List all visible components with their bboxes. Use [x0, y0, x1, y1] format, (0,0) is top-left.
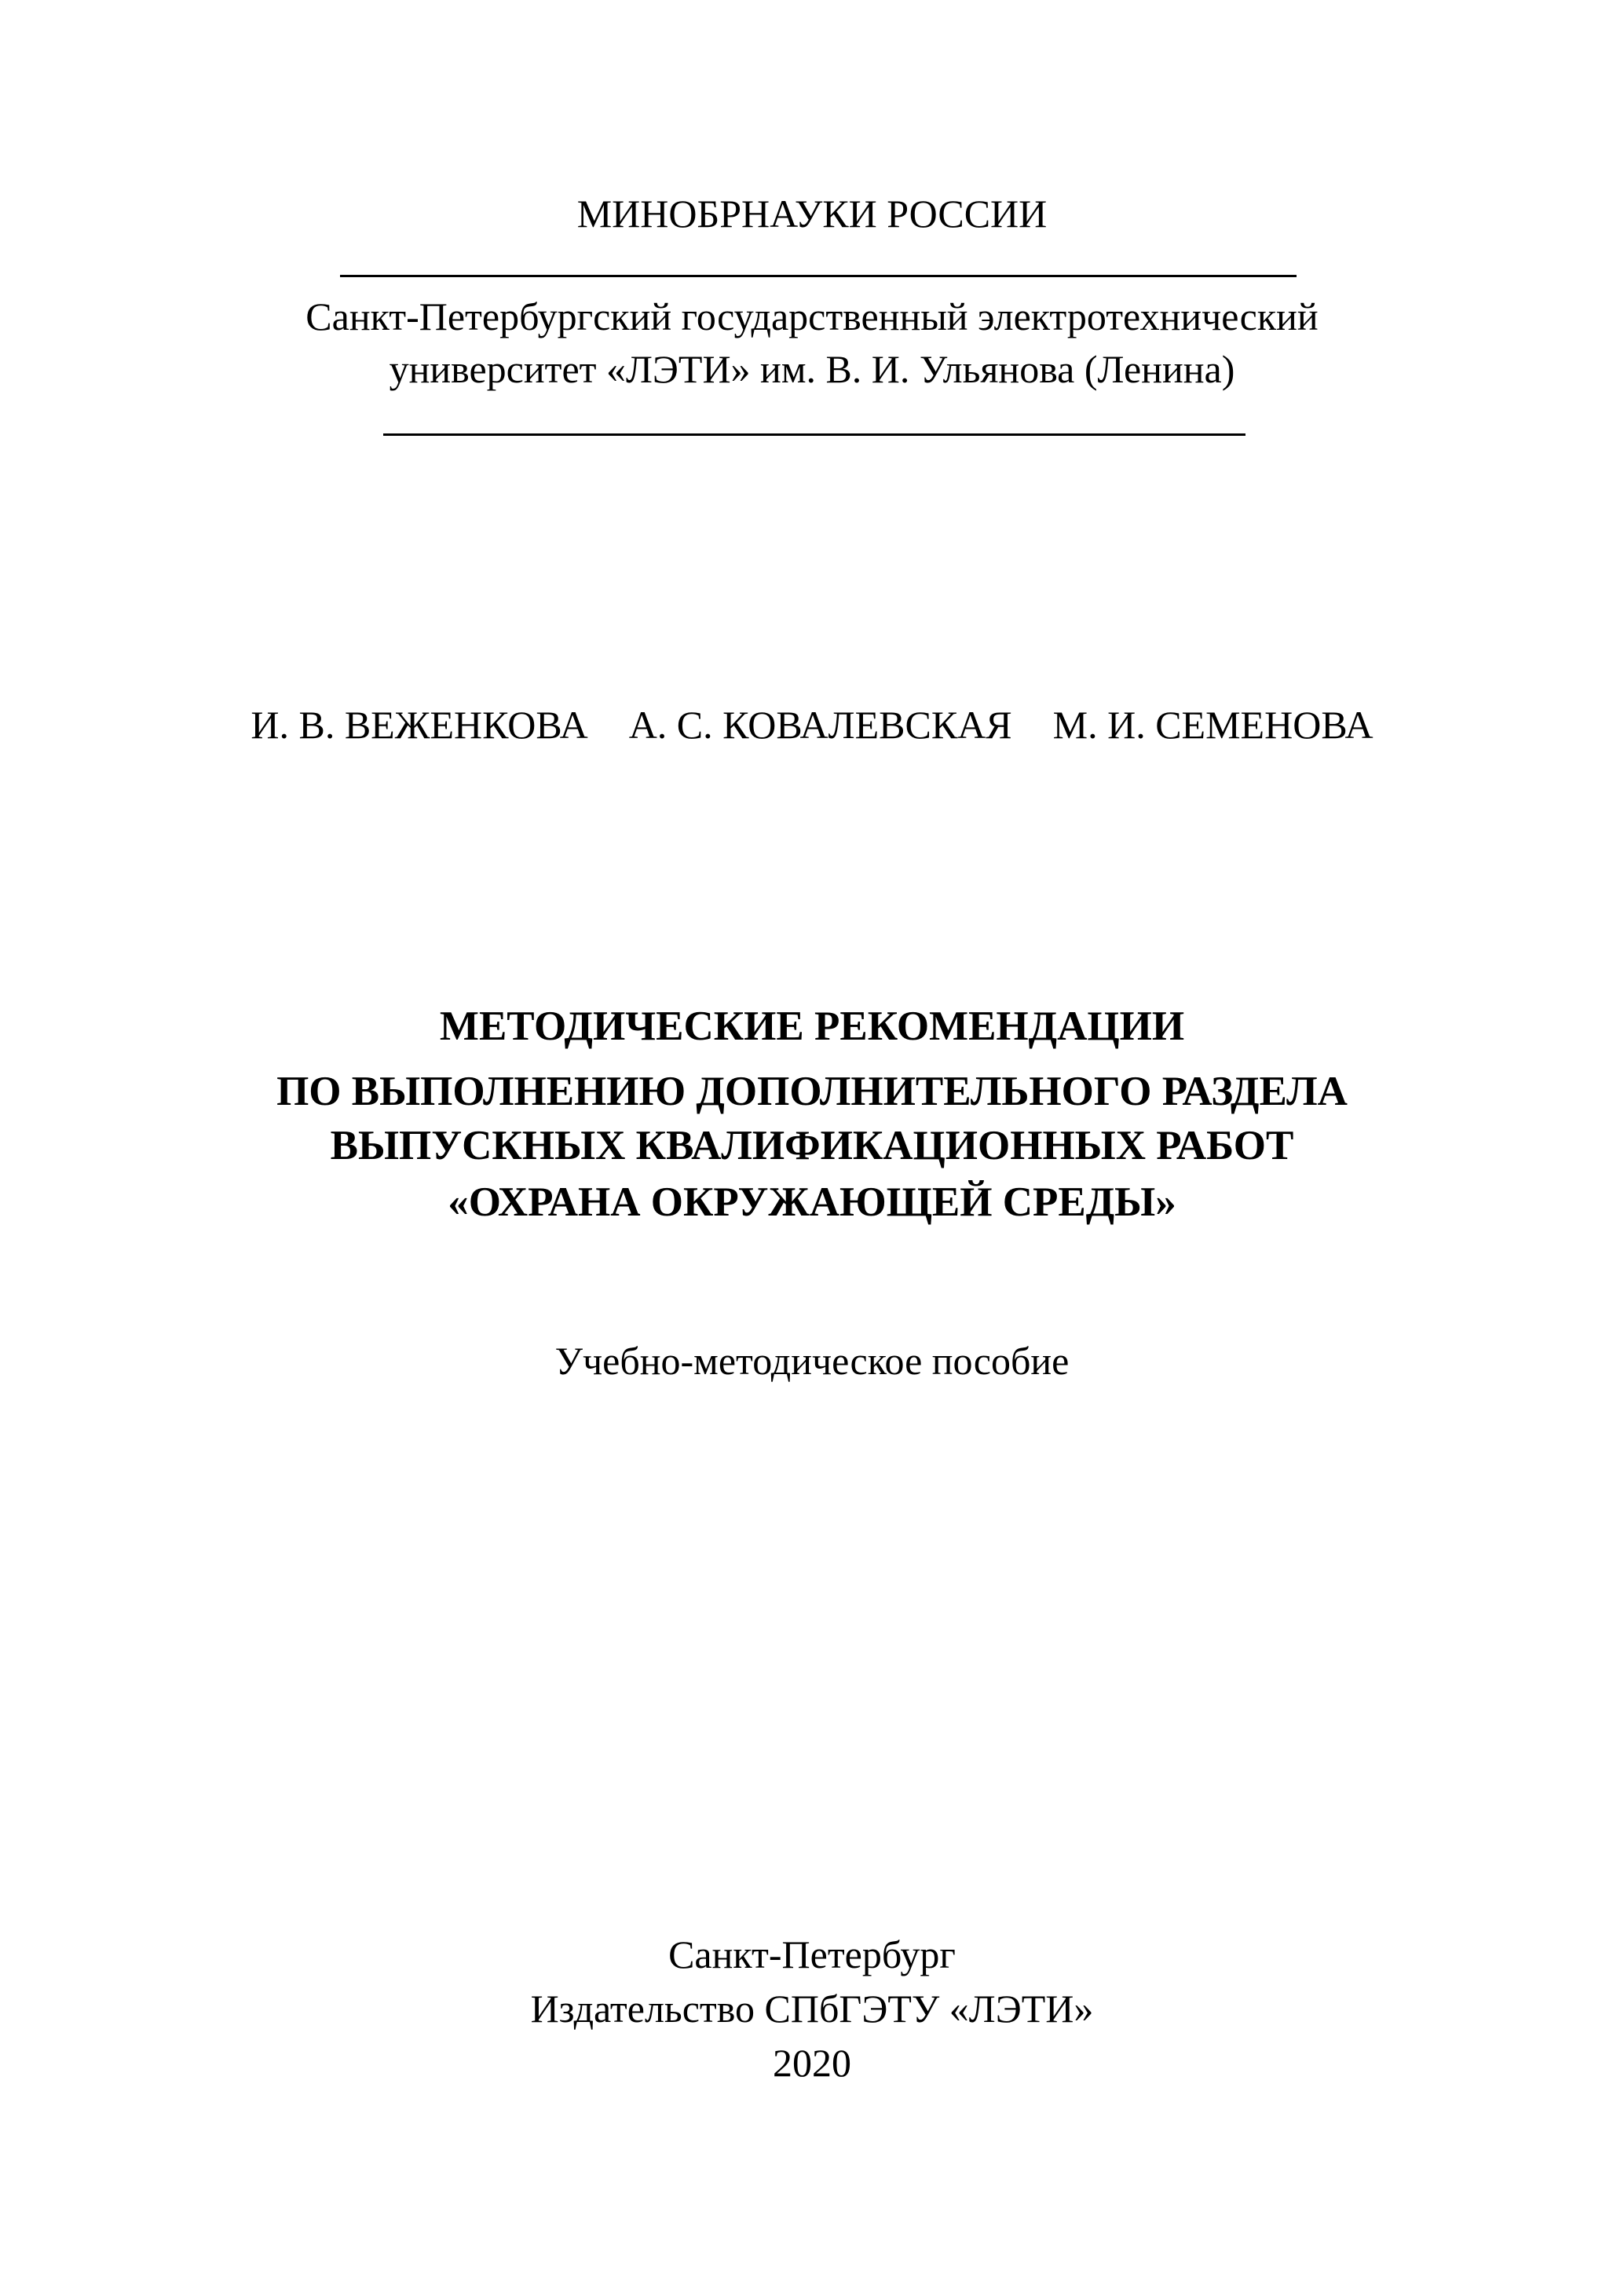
- author-name: А. С. КОВАЛЕВСКАЯ: [628, 703, 1012, 747]
- document-title-line-3: ВЫПУСКНЫХ КВАЛИФИКАЦИОННЫХ РАБОТ: [330, 1123, 1294, 1168]
- university-name-line-2: университет «ЛЭТИ» им. В. И. Ульянова (Ленина): [389, 347, 1235, 391]
- document-title-line-1: МЕТОДИЧЕСКИЕ РЕКОМЕНДАЦИИ: [439, 1004, 1185, 1049]
- authors-line: [0, 701, 1624, 748]
- imprint-city: Санкт-Петербург: [668, 1932, 956, 1976]
- document-title-line-2: ПО ВЫПОЛНЕНИЮ ДОПОЛНИТЕЛЬНОГО РАЗДЕЛА: [276, 1069, 1348, 1114]
- header-rule-bottom: [383, 433, 1245, 436]
- author-name: М. И. СЕМЕНОВА: [1052, 703, 1373, 747]
- header-rule-top: [340, 275, 1297, 277]
- author-name: И. В. ВЕЖЕНКОВА: [251, 703, 588, 747]
- imprint-publisher: Издательство СПбГЭТУ «ЛЭТИ»: [530, 1987, 1094, 2031]
- document-type: Учебно-методическое пособие: [554, 1339, 1070, 1383]
- university-name-line-1: Санкт-Петербургский государственный электротехнический: [305, 294, 1319, 338]
- ministry-name: МИНОБРНАУКИ РОССИИ: [576, 192, 1048, 236]
- document-title-line-4: «ОХРАНА ОКРУЖАЮЩЕЙ СРЕДЫ»: [448, 1179, 1176, 1225]
- imprint-year: 2020: [773, 2041, 851, 2085]
